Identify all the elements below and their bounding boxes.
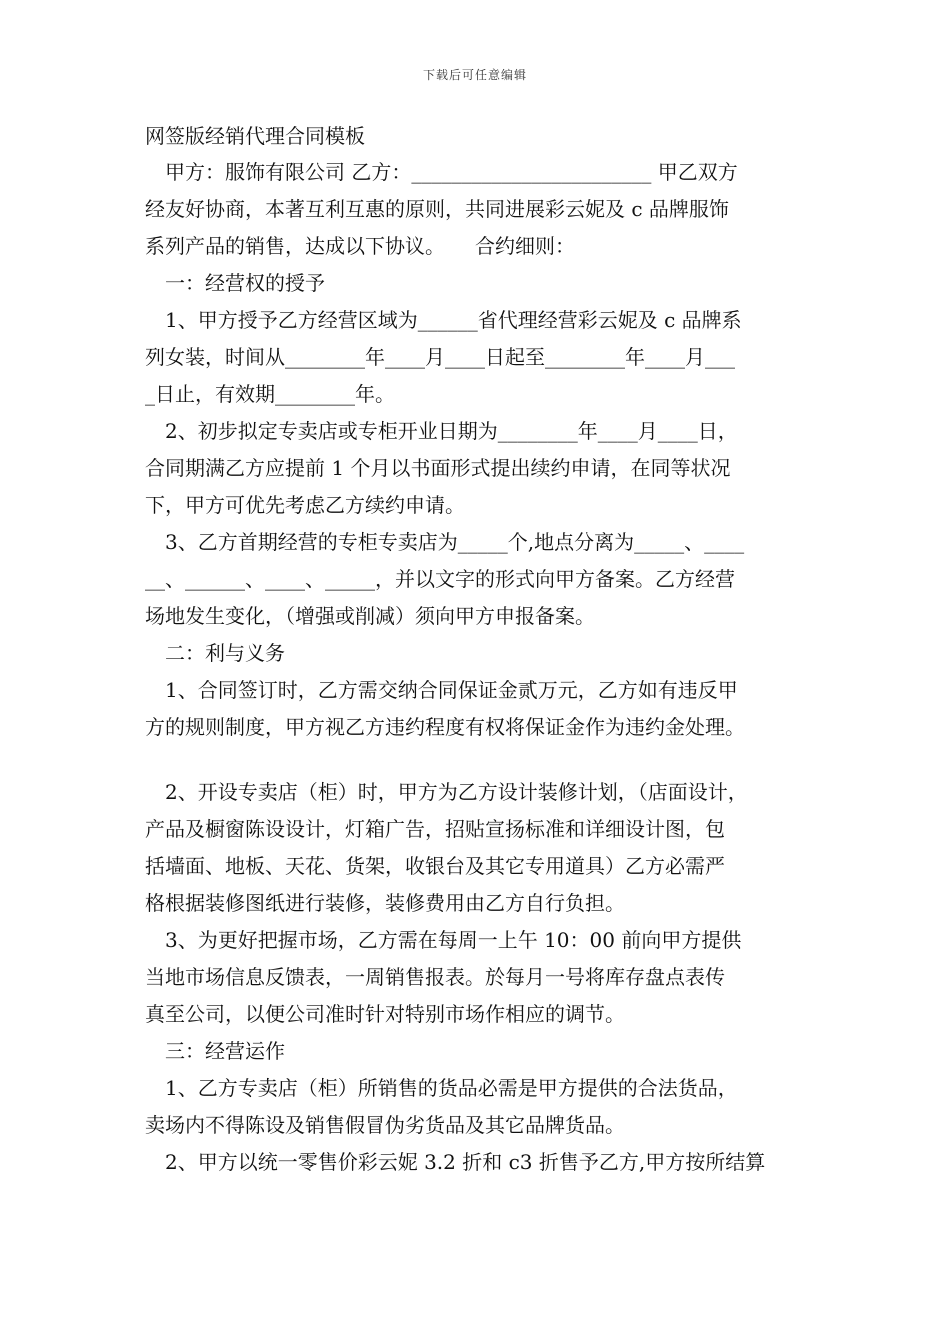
document-title: 网签版经销代理合同模板 [145, 124, 365, 148]
text-line: 1、乙方专卖店（柜）所销售的货品必需是甲方提供的合法货品， [145, 1076, 738, 1100]
text-line: 系列产品的销售，达成以下协议。 合约细则： [145, 234, 575, 258]
text-line: 下，甲方可优先考虑乙方续约申请。 [145, 493, 465, 517]
text-line: 3、乙方首期经营的专柜专卖店为_____个,地点分离为_____、____ [145, 530, 745, 554]
section-heading: 三：经营运作 [145, 1039, 285, 1063]
text-line: 真至公司，以便公司准时针对特别市场作相应的调节。 [145, 1002, 625, 1026]
section-heading: 二：利与义务 [145, 641, 285, 665]
text-line: 方的规则制度，甲方视乙方违约程度有权将保证金作为违约金处理。 [145, 715, 745, 739]
text-line: 产品及橱窗陈设设计，灯箱广告，招贴宣扬标准和详细设计图，包 [145, 817, 725, 841]
text-line: 1、甲方授予乙方经营区域为______省代理经营彩云妮及 c 品牌系 [145, 308, 742, 332]
text-line: 甲方：服饰有限公司 乙方：________________________ 甲乙双方 [145, 160, 738, 184]
text-line: 3、为更好把握市场，乙方需在每周一上午 10：00 前向甲方提供 [145, 928, 742, 952]
section-heading: 一：经营权的授予 [145, 271, 325, 295]
text-line: 1、合同签订时，乙方需交纳合同保证金贰万元，乙方如有违反甲 [145, 678, 738, 702]
text-line: 2、初步拟定专卖店或专柜开业日期为________年____月____日， [145, 419, 738, 443]
text-line: _日止，有效期________年。 [145, 382, 395, 406]
text-line: 列女装，时间从________年____月____日起至________年____月___ [145, 345, 735, 369]
text-line: 卖场内不得陈设及销售假冒伪劣货品及其它品牌货品。 [145, 1113, 625, 1137]
text-line: 经友好协商，本著互利互惠的原则，共同进展彩云妮及 c 品牌服饰 [145, 197, 729, 221]
text-line: 格根据装修图纸进行装修，装修费用由乙方自行负担。 [145, 891, 625, 915]
document-body [145, 118, 825, 1181]
text-line: __、______、____、_____，并以文字的形式向甲方备案。乙方经营 [145, 567, 735, 591]
text-line: 2、开设专卖店（柜）时，甲方为乙方设计装修计划，（店面设计， [145, 780, 748, 804]
contract-text [145, 154, 825, 1181]
text-line: 场地发生变化，（增强或削减）须向甲方申报备案。 [145, 604, 595, 628]
blank-line [145, 746, 825, 774]
page-header-note: 下载后可任意编辑 [422, 68, 527, 82]
text-line: 当地市场信息反馈表，一周销售报表。於每月一号将库存盘点表传 [145, 965, 725, 989]
text-line: 合同期满乙方应提前 1 个月以书面形式提出续约申请，在同等状况 [145, 456, 731, 480]
text-line: 括墙面、地板、天花、货架，收银台及其它专用道具）乙方必需严 [145, 854, 725, 878]
text-line: 2、甲方以统一零售价彩云妮 3.2 折和 c3 折售予乙方,甲方按所结算 [145, 1150, 766, 1174]
